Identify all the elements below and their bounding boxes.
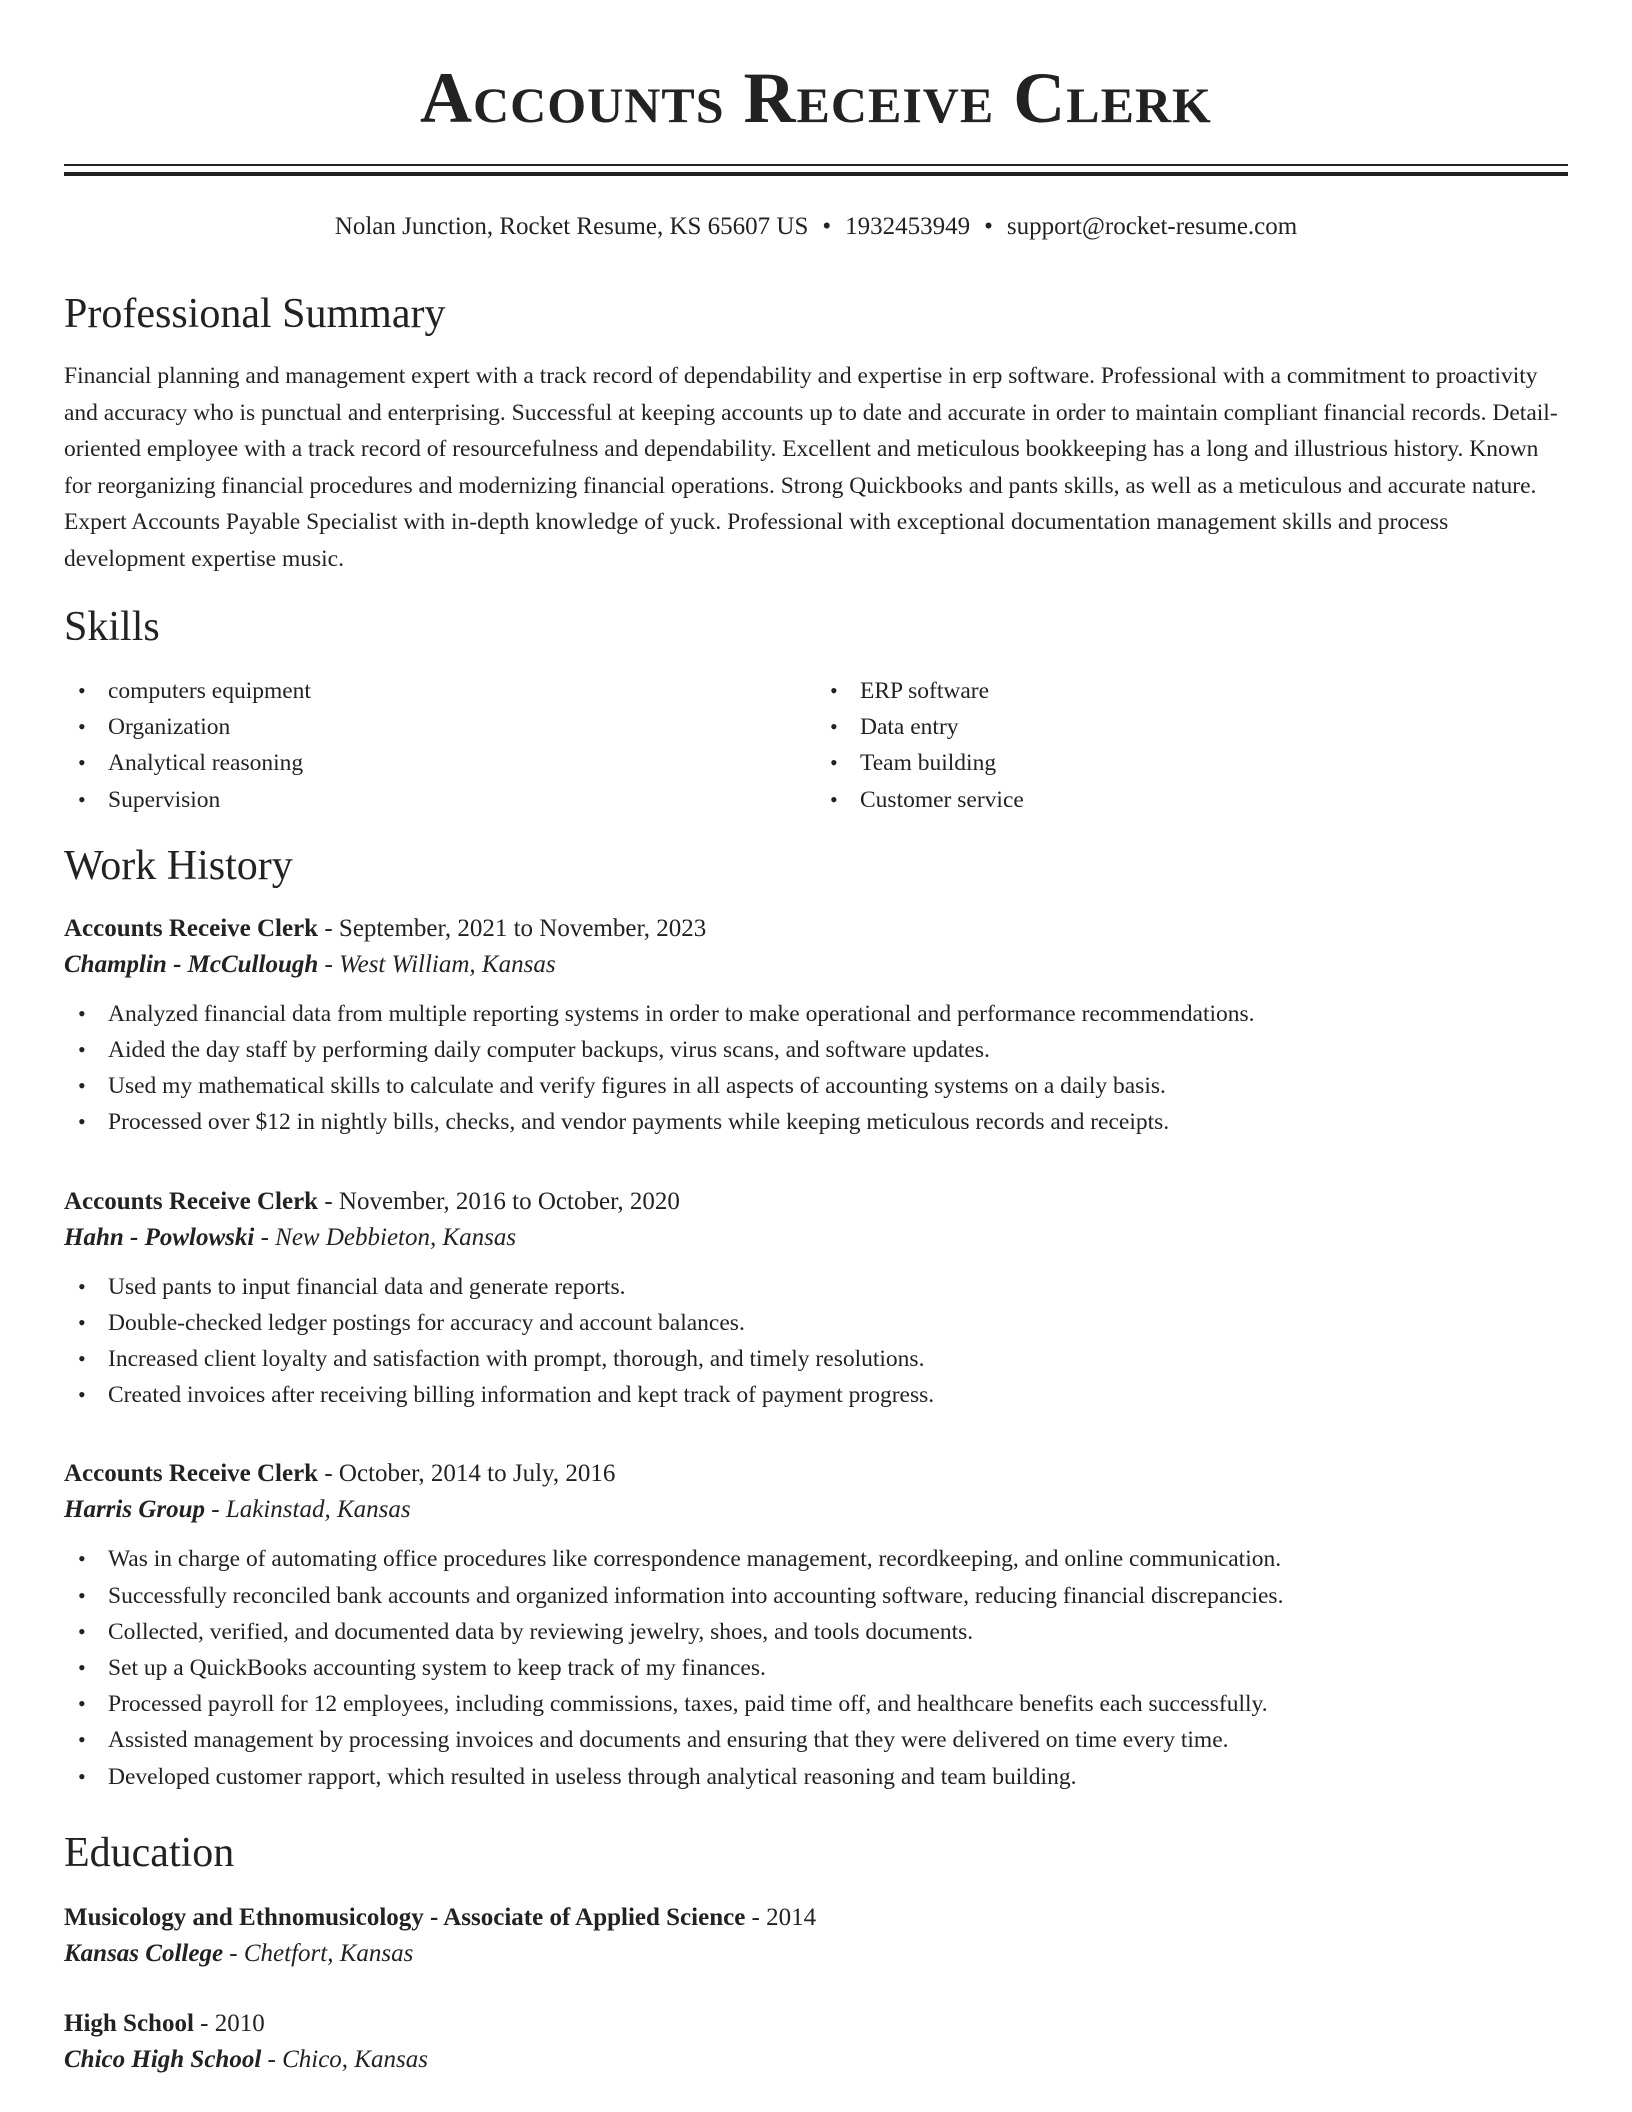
job-bullet: • Assisted management by processing invoices and documents and ensuring that they were delivered on time every time. bbox=[64, 1722, 1568, 1758]
work-history-heading: Work History bbox=[64, 842, 293, 889]
job-bullet: • Processed over $12 in nightly bills, checks, and vendor payments while keeping meticulous records and receipts. bbox=[64, 1104, 1568, 1140]
contact-email: support@rocket-resume.com bbox=[1006, 213, 1298, 240]
job-company: Hahn - Powlowski bbox=[64, 1223, 255, 1251]
job-location: - Lakinstad, Kansas bbox=[205, 1496, 411, 1524]
education-school: Kansas College bbox=[64, 1939, 224, 1967]
contact-line bbox=[64, 212, 1568, 242]
job-bullet: • Used my mathematical skills to calculate and verify figures in all aspects of accounting systems on a daily basis. bbox=[64, 1068, 1568, 1104]
job-dates: - October, 2014 to July, 2016 bbox=[318, 1460, 616, 1488]
skill-item: • ERP software bbox=[816, 673, 1568, 709]
job-bullet: • Aided the day staff by performing daily computer backups, virus scans, and software updates. bbox=[64, 1032, 1568, 1068]
job-bullets bbox=[64, 1541, 1568, 1794]
contact-phone: 1932453949 bbox=[845, 213, 971, 240]
skill-item: • Customer service bbox=[816, 782, 1568, 818]
skill-item: • Supervision bbox=[64, 782, 816, 818]
education-entry bbox=[64, 2007, 1568, 2079]
summary-text: Financial planning and management expert with a track record of dependability and expertise in erp software. Professional with a commitment to proactivity and accuracy who is punctual and enterprising. Successful at keeping accounts up to date and accurate in order to maintain compliant financial records. Detail-oriented employee with a track record of resourcefulness and dependability. Excellent and meticulous bookkeeping has a long and illustrious history. Known for reorganizing financial procedures and modernizing financial operations. Strong Quickbooks and pants skills, as well as a meticulous and accurate nature. Expert Accounts Payable Specialist with in-depth knowledge of yuck. Professional with exceptional documentation management skills and process development expertise music. bbox=[64, 363, 1558, 572]
job-bullet: • Developed customer rapport, which resulted in useless through analytical reasoning and team building. bbox=[64, 1759, 1568, 1795]
skills-list bbox=[64, 673, 1568, 818]
job-company-line bbox=[64, 1491, 1568, 1529]
job-role: Accounts Receive Clerk bbox=[64, 1460, 319, 1488]
job-bullet: • Successfully reconciled bank accounts and organized information into accounting software, reducing financial discrepancies. bbox=[64, 1578, 1568, 1614]
skills-column-right bbox=[816, 673, 1568, 818]
contact-address: Nolan Junction, Rocket Resume, KS 65607 US bbox=[334, 213, 809, 240]
skill-item: • computers equipment bbox=[64, 673, 816, 709]
job-bullet: • Was in charge of automating office procedures like correspondence management, recordkeeping, and online communication. bbox=[64, 1541, 1568, 1577]
job-bullet: • Processed payroll for 12 employees, including commissions, taxes, paid time off, and healthcare benefits each successfully. bbox=[64, 1686, 1568, 1722]
summary-heading: Professional Summary bbox=[64, 291, 446, 337]
job-dates: - September, 2021 to November, 2023 bbox=[318, 914, 707, 942]
contact-separator: • bbox=[822, 213, 832, 240]
job-location: - West William, Kansas bbox=[318, 950, 556, 978]
skills-heading: Skills bbox=[64, 604, 160, 650]
job-company: Champlin - McCullough bbox=[64, 950, 319, 978]
education-entry bbox=[64, 1901, 1568, 1973]
skill-item: • Data entry bbox=[816, 709, 1568, 745]
contact-separator: • bbox=[984, 213, 993, 240]
education-degree: Musicology and Ethnomusicology - Associate of Applied Science bbox=[64, 1903, 746, 1931]
job-bullet: • Created invoices after receiving billing information and kept track of payment progress. bbox=[64, 1377, 1568, 1413]
education-year: - 2010 bbox=[193, 2009, 265, 2037]
skill-item: • Team building bbox=[816, 745, 1568, 781]
job-company-line bbox=[64, 946, 1568, 984]
job-header bbox=[64, 1185, 1568, 1219]
education-degree: High School bbox=[64, 2009, 194, 2037]
resume-name: Accounts Receive Clerk bbox=[420, 58, 1212, 138]
job-company: Harris Group bbox=[64, 1496, 206, 1524]
job-bullet: • Used pants to input financial data and generate reports. bbox=[64, 1269, 1568, 1305]
job-location: - New Debbieton, Kansas bbox=[254, 1223, 517, 1251]
header-divider-thick bbox=[64, 172, 1568, 176]
job-header bbox=[64, 912, 1568, 946]
education-school-line bbox=[64, 1935, 1568, 1973]
job-entry bbox=[64, 1457, 1568, 1794]
job-company-line bbox=[64, 1219, 1568, 1257]
job-header bbox=[64, 1457, 1568, 1491]
job-role: Accounts Receive Clerk bbox=[64, 914, 319, 942]
job-bullet: • Double-checked ledger postings for accuracy and account balances. bbox=[64, 1305, 1568, 1341]
job-bullets bbox=[64, 1269, 1568, 1414]
job-dates: - November, 2016 to October, 2020 bbox=[318, 1187, 680, 1215]
education-school-line bbox=[64, 2041, 1568, 2079]
education-header bbox=[64, 2007, 1568, 2041]
job-role: Accounts Receive Clerk bbox=[64, 1187, 319, 1215]
job-bullet: • Set up a QuickBooks accounting system to keep track of my finances. bbox=[64, 1650, 1568, 1686]
education-header bbox=[64, 1901, 1568, 1935]
header-divider-thin bbox=[64, 164, 1568, 166]
education-heading: Education bbox=[64, 1829, 235, 1876]
skill-item: • Organization bbox=[64, 709, 816, 745]
education-location: - Chico, Kansas bbox=[261, 2045, 428, 2073]
job-entry bbox=[64, 1185, 1568, 1414]
job-entry bbox=[64, 912, 1568, 1141]
job-bullet: • Collected, verified, and documented data by reviewing jewelry, shoes, and tools documents. bbox=[64, 1614, 1568, 1650]
education-year: - 2014 bbox=[745, 1903, 817, 1931]
skills-column-left bbox=[64, 673, 816, 818]
skill-item: • Analytical reasoning bbox=[64, 745, 816, 781]
job-bullet: • Increased client loyalty and satisfaction with prompt, thorough, and timely resolutions. bbox=[64, 1341, 1568, 1377]
job-bullet: • Analyzed financial data from multiple reporting systems in order to make operational and performance recommendations. bbox=[64, 996, 1568, 1032]
job-bullets bbox=[64, 996, 1568, 1141]
education-school: Chico High School bbox=[64, 2045, 262, 2073]
education-location: - Chetfort, Kansas bbox=[223, 1939, 414, 1967]
